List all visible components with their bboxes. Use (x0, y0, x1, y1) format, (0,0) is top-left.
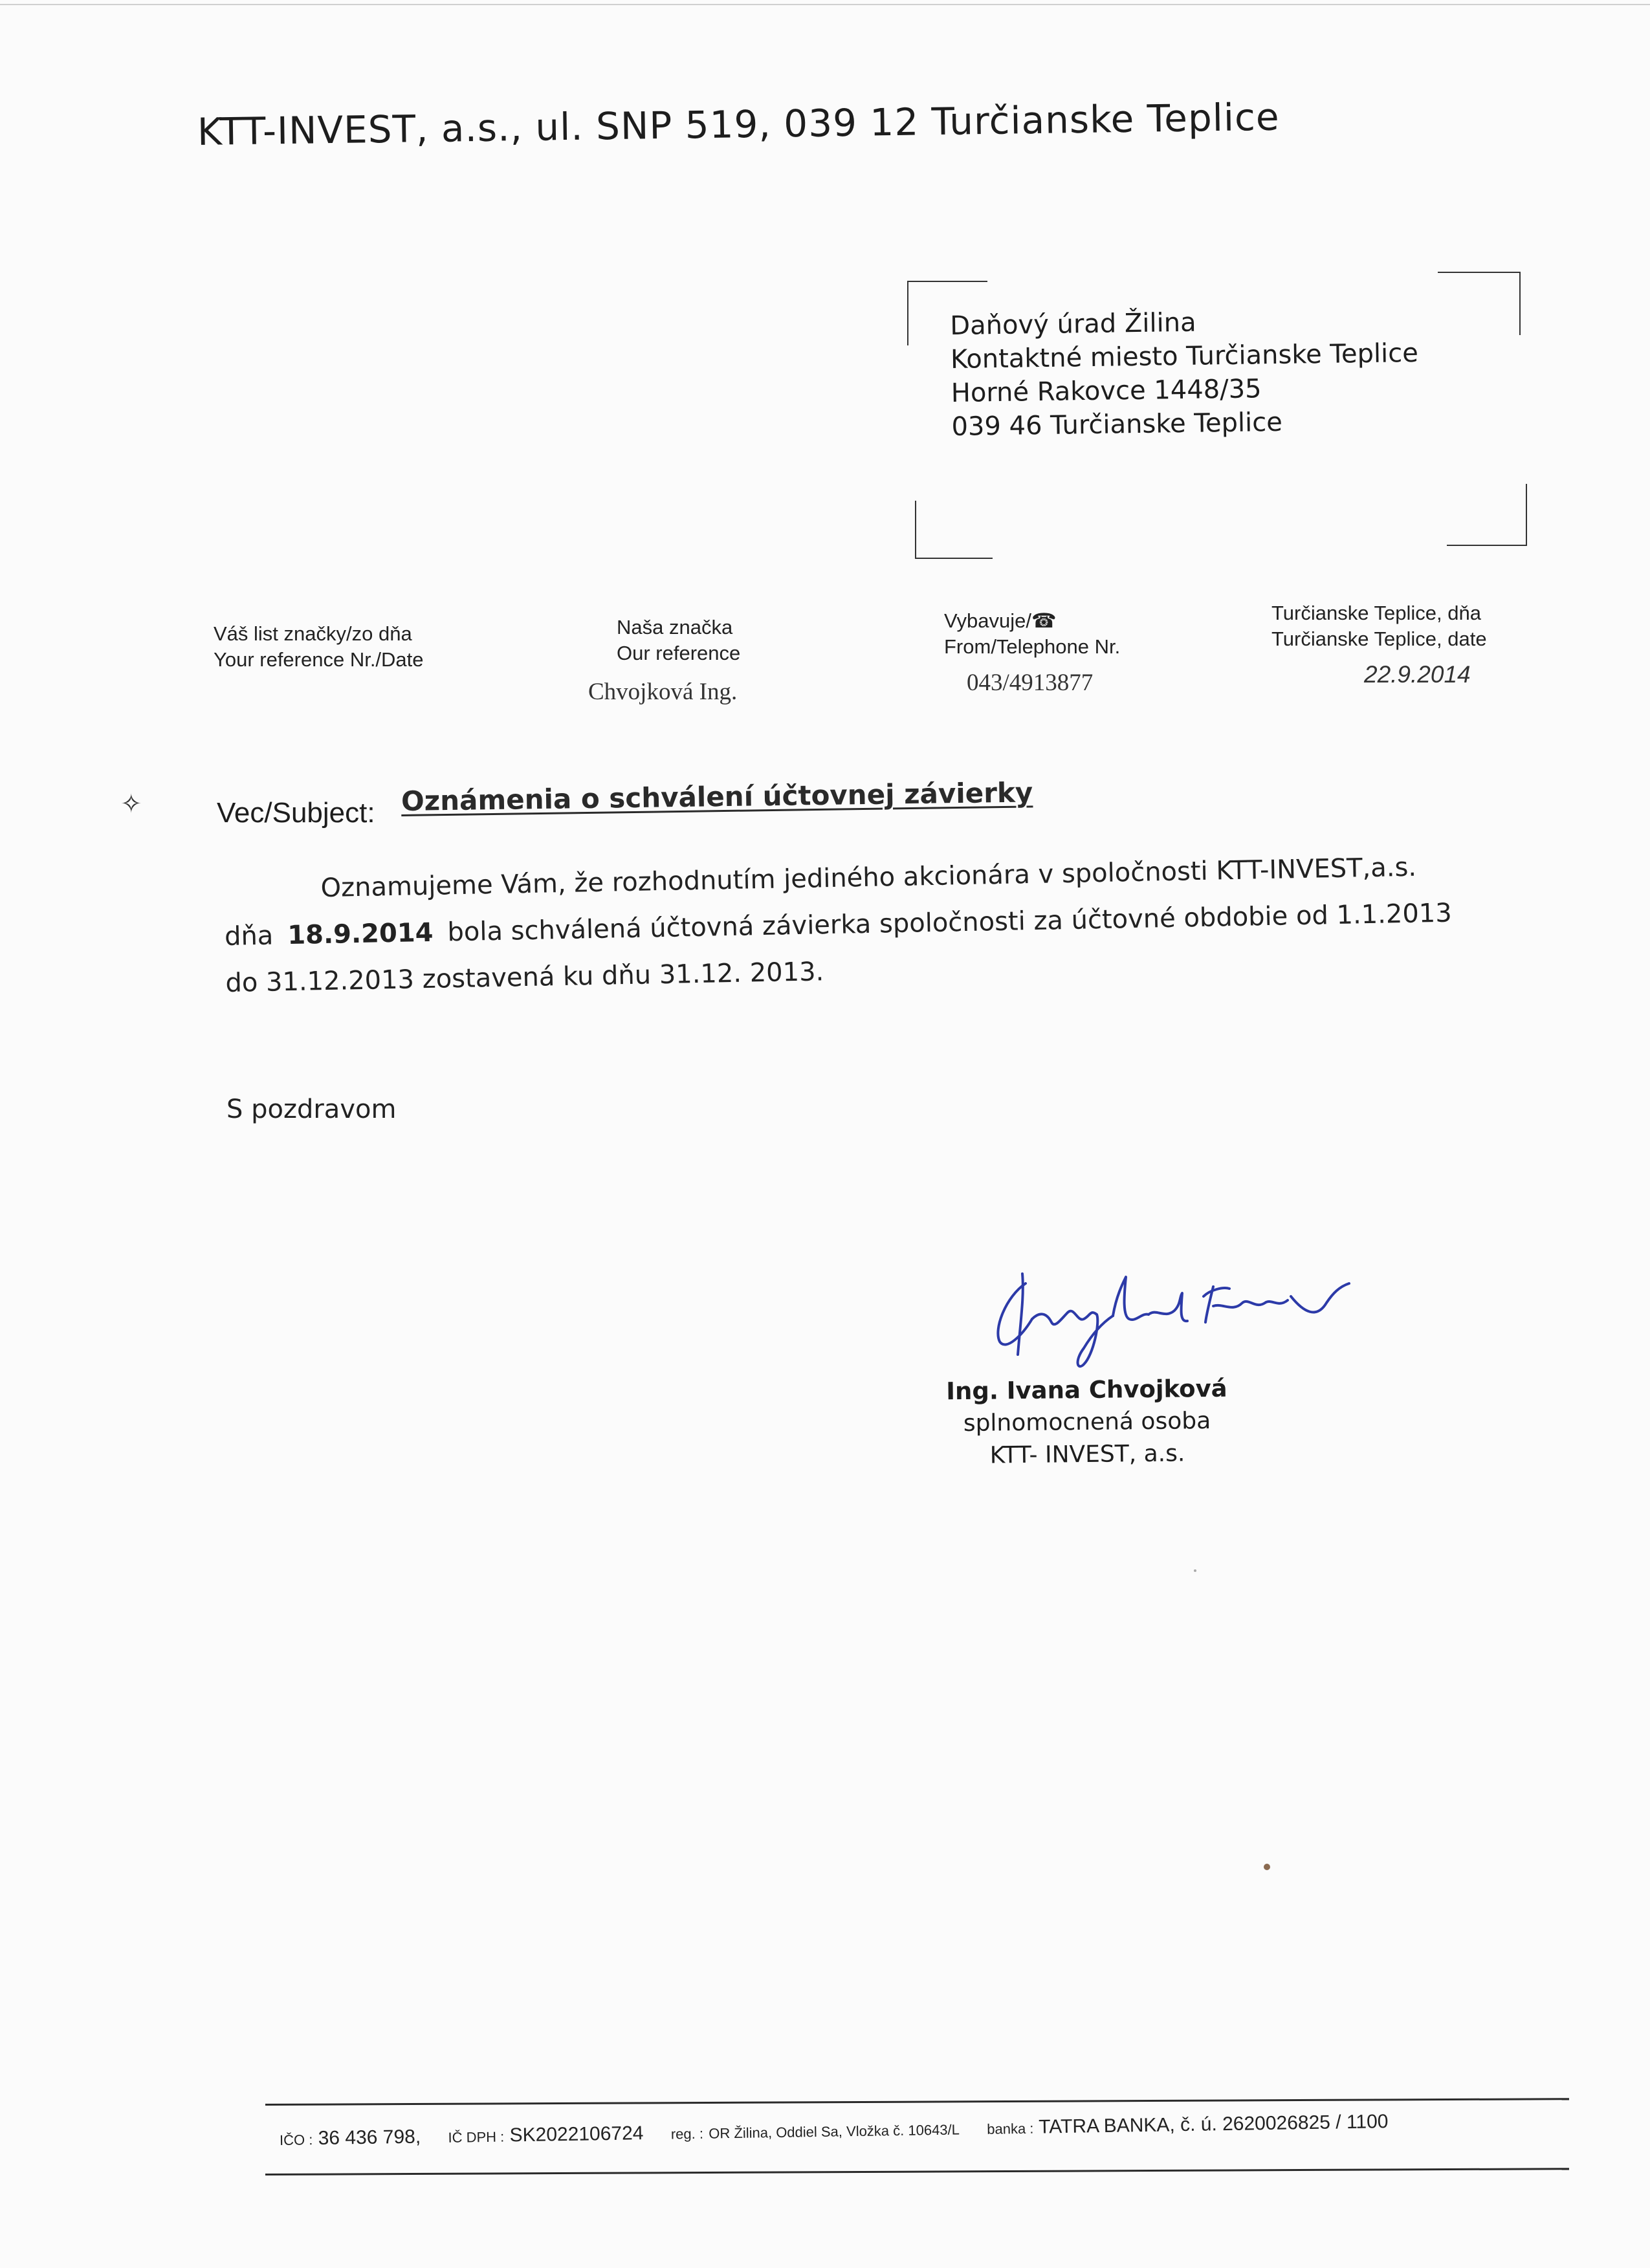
reg-value: OR Žilina, Oddiel Sa, Vložka č. 10643/L (709, 2121, 960, 2142)
footer-rule-top (265, 2098, 1569, 2106)
date-label-sk: Turčianske Teplice, dňa (1271, 602, 1481, 624)
ico-value: 36 436 798, (318, 2126, 421, 2150)
addressee-line: Horné Rakovce 1448/35 (951, 374, 1262, 408)
your-reference-label-en: Your reference Nr./Date (214, 648, 424, 671)
our-reference-field (588, 615, 741, 706)
footer-rule-bottom (265, 2168, 1569, 2175)
sender-header: KTT-INVEST, a.s., ul. SNP 519, 039 12 Turčianske Teplice (197, 94, 1281, 154)
ico-label: IČO : (279, 2132, 313, 2148)
your-reference-field (214, 621, 424, 673)
paper-speck (1194, 1569, 1196, 1572)
telephone-label-en: From/Telephone Nr. (944, 635, 1121, 658)
reg-label: reg. : (670, 2125, 704, 2143)
body-line-3: do 31.12.2013 zostavená ku dňu 31.12. 2013. (225, 957, 824, 998)
letter-body (223, 844, 1453, 1007)
address-window-corner (915, 501, 993, 559)
paper-speck (1264, 1864, 1270, 1870)
telephone-value: 043/4913877 (967, 670, 1094, 696)
our-reference-label-sk: Naša značka (617, 616, 733, 638)
telephone-field (944, 608, 1120, 697)
subject-label: Vec/Subject: (217, 797, 375, 829)
closing-greeting: S pozdravom (226, 1095, 397, 1124)
handwritten-signature (987, 1258, 1375, 1374)
body-line-2-rest: bola schválená účtovná závierka spoločnosti za účtovné obdobie od 1.1.2013 (447, 898, 1453, 948)
addressee-line: 039 46 Turčianske Teplice (951, 407, 1283, 442)
address-window-corner (1438, 272, 1521, 335)
date-field (1271, 600, 1487, 688)
body-line-2-prefix: dňa (224, 921, 274, 952)
addressee-line: Daňový úrad Žilina (950, 307, 1196, 341)
signer-company: KTT- INVEST, a.s. (989, 1440, 1185, 1469)
page-edge-line (0, 4, 1650, 5)
signer-role: splnomocnená osoba (963, 1407, 1211, 1437)
bank-value: TATRA BANKA, č. ú. 2620026825 / 1100 (1038, 2111, 1389, 2138)
telephone-label-sk: Vybavuje/☎ (944, 609, 1057, 632)
addressee-block (950, 303, 1420, 444)
signer-name: Ing. Ivana Chvojková (946, 1374, 1227, 1406)
our-reference-label-en: Our reference (617, 642, 741, 664)
sparkle-icon: ✧ (120, 789, 142, 819)
address-window-corner (1447, 484, 1527, 546)
your-reference-label-sk: Váš list značky/zo dňa (214, 622, 412, 645)
date-value: 22.9.2014 (1364, 661, 1471, 688)
signer-block (905, 1372, 1269, 1473)
company-footer (280, 2111, 1389, 2150)
bank-label: banka : (987, 2120, 1034, 2137)
our-reference-value: Chvojková Ing. (588, 679, 738, 705)
subject-value: Oznámenia o schválení účtovnej závierky (401, 776, 1033, 817)
body-line-1: Oznamujeme Vám, že rozhodnutím jediného akcionára v spoločnosti KTT-INVEST,a.s. (320, 852, 1417, 904)
addressee-line: Kontaktné miesto Turčianske Teplice (950, 338, 1419, 375)
icdph-label: IČ DPH : (448, 2128, 505, 2146)
icdph-value: SK2022106724 (509, 2122, 644, 2146)
approval-date: 18.9.2014 (287, 917, 434, 951)
date-label-en: Turčianske Teplice, date (1271, 627, 1487, 650)
